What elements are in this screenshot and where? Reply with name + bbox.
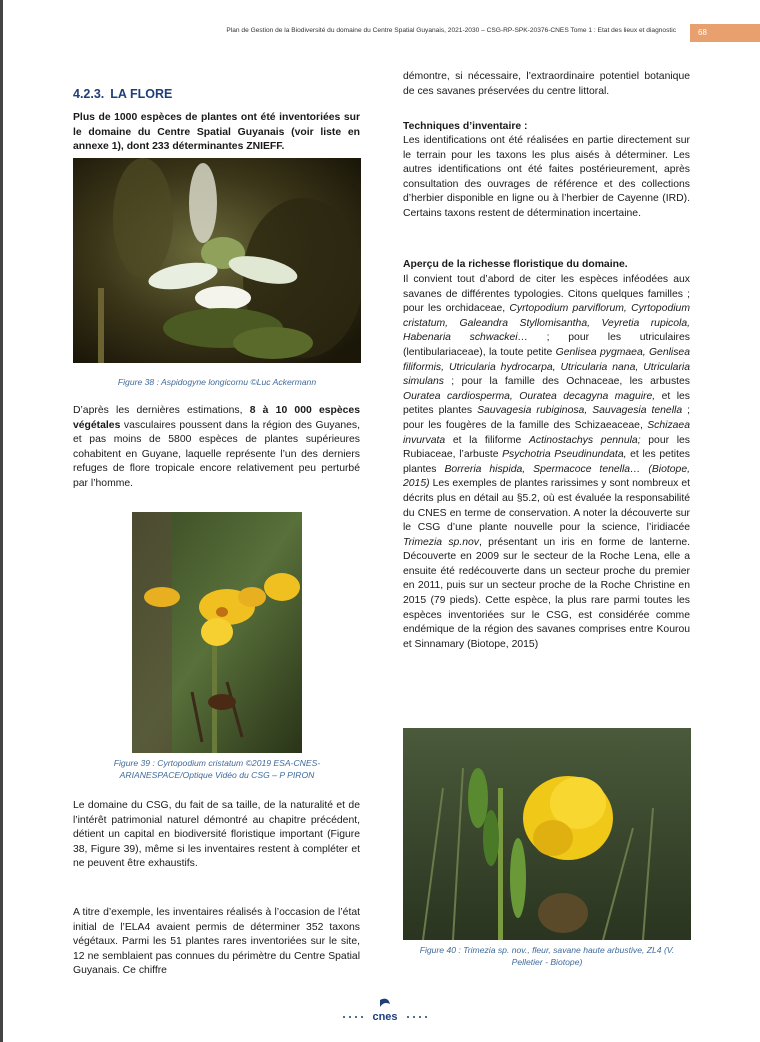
figure-38-photo bbox=[73, 158, 361, 363]
estimates-text-b: vasculaires poussent dans la région des Guyanes, et pas moins de 5800 espèces de plantes supérieures cohabitent en Guyane, laquelle représente l’un des derniers refuges de flore tropicale encore relativement peu perturbé par l’homme. bbox=[73, 419, 360, 489]
figure-38-caption: Figure 38 : Aspidogyne longicornu ©Luc Ackermann bbox=[117, 377, 317, 387]
apercu-species-ouratea: Ouratea cardiosperma, Ouratea decagyna maguire, bbox=[403, 390, 656, 402]
orchid-yellow-image bbox=[132, 512, 302, 753]
section-number: 4.2.3. bbox=[73, 87, 105, 101]
page-border bbox=[0, 0, 3, 1042]
paragraph-estimates bbox=[73, 404, 360, 492]
apercu-species-actinostachys: Actinostachys pennula; bbox=[528, 434, 641, 446]
apercu-text-1: Il convient tout d’abord de citer les espèces inféodées aux savanes de différentes typologies. Citons quelques familles ; pour les orchidaceae, bbox=[403, 274, 690, 315]
apercu-species-sauvagesia: Sauvagesia rubiginosa, Sauvagesia tenella bbox=[477, 405, 683, 417]
figure-39-caption: Figure 39 : Cyrtopodium cristatum ©2019 ESA-CNES-ARIANESPACE/Optique Vidéo du CSG – P PIRON bbox=[113, 758, 321, 780]
heading-techniques: Techniques d’inventaire : bbox=[403, 121, 528, 132]
paragraph-example: A titre d’exemple, les inventaires réalisés à l’occasion de l’état initial de l’ELA4 avaient permis de déterminer 352 taxons végétaux. Parmi les 51 plantes rares inventoriées sur le site, 12 ne semblaient pas connues du périmètre du Centre Spatial Guyanais. Ce chiffre bbox=[73, 907, 360, 977]
apercu-species-orchids: Cyrtopodium parviflorum, Cyrtopodium cristatum, Galeandra Styllomisantha, Veyretia rupicola, Habenaria schwackei… bbox=[403, 303, 690, 344]
page-number: 68 bbox=[690, 24, 760, 42]
apercu-species-schizaea: Schizaea invurvata bbox=[403, 419, 690, 446]
paragraph-techniques: Les identifications ont été réalisées en partie directement sur le terrain pour les taxons les plus aisés à déterminer. Les autres identifications ont été faites postérieurement, après consultation des ouvrages de référence et des collections d’herbier disponible en ligne ou à l’herbier de Cayenne (IRD). Certains taxons restent de détermination incertaine. bbox=[403, 135, 690, 219]
apercu-text-19: , présentant un iris en forme de lanterne. Découverte en 2009 sur le secteur de la Roche Lena, elle a ensuite été redécouverte dans un secteur proche du premier en 2011, puis sur un secteur proche de la Roche Christine en 2015 (79 pieds). Cette espèce, la plus rare parmi toutes les espèces inventoriées sur le CSG, est considérée comme endémique de la région des savanes comprises entre Kourou et Sinnamary (Biotope, 2015) bbox=[403, 536, 691, 650]
figure-40-photo bbox=[403, 728, 691, 940]
estimates-text-a: D’après les dernières estimations, bbox=[73, 405, 250, 416]
paragraph-apercu bbox=[403, 273, 690, 652]
apercu-species-psychotria: Psychotria Pseudinundata, bbox=[502, 449, 627, 461]
cnes-logo-text: cnes bbox=[372, 1011, 398, 1023]
apercu-text-15: et les petites plantes bbox=[403, 449, 690, 475]
heading-apercu: Aperçu de la richesse floristique du domaine. bbox=[403, 259, 628, 270]
apercu-species-borreria: Borreria hispida, Spermacoce tenella… (Biotope, 2015) bbox=[403, 463, 690, 490]
cnes-logo-icon bbox=[340, 995, 430, 1025]
running-title: Plan de Gestion de la Biodiversité du domaine du Centre Spatial Guyanais, 2021-2030 – CSG-RP-SPK-20376-CNES Tome 1 : Etat des lieux et diagnostic bbox=[226, 27, 676, 34]
apercu-text-13: pour les Rubiaceae, l’arbuste bbox=[403, 434, 690, 461]
apercu-text-3: ; pour les utriculaires (lentibulariaceae), la toute petite bbox=[403, 332, 690, 358]
figure-40-caption: Figure 40 : Trimezia sp. nov., fleur, savane haute arbustive, ZL4 (V. Pelletier - Biotope) bbox=[419, 945, 675, 967]
apercu-text-17: Les exemples de plantes rarissimes y sont nombreux et décrits plus en détail au §5.2, où est évaluée la responsabilité du CNES en terme de conservation. A noter la découverte sur le CSG d’une plante nouvelle pour la science, l’iridiacée bbox=[403, 478, 690, 534]
figure-39-photo bbox=[132, 512, 302, 753]
apercu-text-7: et les petites plantes bbox=[403, 390, 690, 417]
intro-paragraph: Plus de 1000 espèces de plantes ont été inventoriées sur le domaine du Centre Spatial Guyanais (voir liste en annexe 1), dont 233 déterminantes ZNIEFF. bbox=[73, 112, 360, 153]
apercu-text-11: et la filiforme bbox=[445, 434, 529, 446]
apercu-text-9: ; pour les fougères de la famille des Schizaeaceae, bbox=[403, 405, 690, 431]
iris-yellow-image bbox=[403, 728, 691, 940]
apercu-species-utricularia: Genlisea pygmaea, Genlisea filiformis, Utricularia hydrocarpa, Utricularia nana, Utricularia simulans bbox=[403, 346, 690, 388]
section-heading bbox=[73, 87, 172, 101]
paragraph-domain: Le domaine du CSG, du fait de sa taille, de la naturalité et de l’intérêt patrimonial naturel démontré au chapitre précédent, détient un capital en biodiversité floristique important (Figure 38, Figure 39), même si les inventaires restent à compléter et ne peuvent être exhaustifs. bbox=[73, 800, 360, 870]
paragraph-continued: démontre, si nécessaire, l’extraordinaire potentiel botanique de ces savanes préservées du centre littoral. bbox=[403, 71, 690, 97]
orchid-white-image bbox=[73, 158, 361, 363]
estimates-highlight: 8 à 10 000 espèces végétales bbox=[73, 405, 360, 431]
apercu-species-trimezia: Trimezia sp.nov bbox=[403, 536, 479, 548]
cnes-logo bbox=[340, 995, 430, 1025]
section-title: LA FLORE bbox=[110, 87, 173, 101]
page-header bbox=[60, 24, 760, 44]
apercu-text-5: ; pour la famille des Ochnaceae, les arbustes bbox=[444, 376, 690, 388]
